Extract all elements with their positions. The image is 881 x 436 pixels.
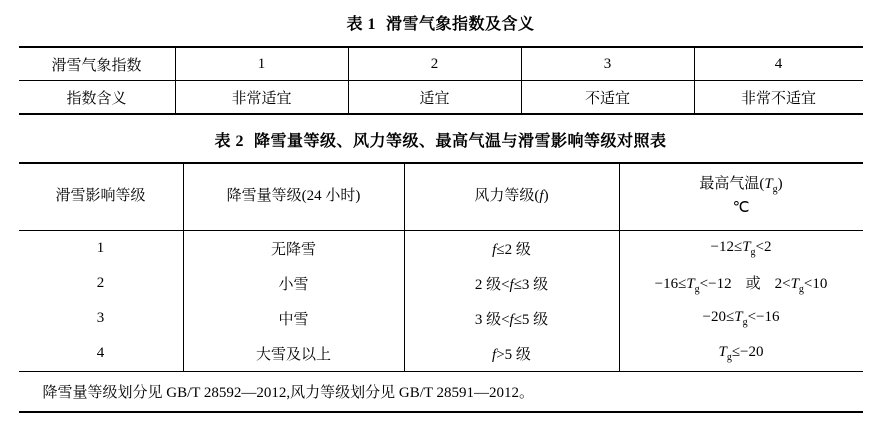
temp-header-unit: ℃: [732, 199, 750, 216]
table2-header-max-temperature: [619, 163, 863, 231]
wind-post: >5 级: [496, 347, 531, 363]
wind-post: ≤3 级: [513, 277, 549, 293]
temp-header-symbol: T: [764, 176, 773, 193]
table2-row2-level: 3: [19, 301, 184, 336]
temp-header-pre: 最高气温(: [699, 176, 765, 193]
wind-post: ≤2 级: [496, 242, 531, 258]
table2-row0-snowfall: 无降雪: [183, 231, 404, 267]
temp-header-post: ): [777, 176, 783, 193]
table1-row0-cell1: 2: [348, 47, 521, 81]
table2-row1-snowfall: 小雪: [183, 266, 404, 301]
temp-header-subscript: g: [772, 184, 778, 196]
table1-row0-cell0: 1: [175, 47, 348, 81]
table2-caption: [0, 115, 881, 151]
table2-note: 降雪量等级划分见 GB/T 28592—2012,风力等级划分见 GB/T 28591—2012。: [19, 372, 863, 413]
table2-row3-temperature: $T_g\le-20$: [619, 336, 863, 372]
wind-header-post: ): [543, 188, 549, 205]
table2-header-impact-level: 滑雪影响等级: [19, 163, 184, 231]
table1-row1-header: 指数含义: [19, 81, 176, 115]
table2-note-row: [19, 372, 863, 413]
table2-row1-temperature: $-16\le T_g<-12$ 或 $2<T_g<10$: [619, 266, 863, 301]
table2-caption-number: 表 2: [214, 133, 244, 150]
table1-caption-title: 滑雪气象指数及含义: [386, 16, 535, 33]
table2-row2-snowfall: 中雪: [183, 301, 404, 336]
table2-row0-level: 1: [19, 231, 184, 267]
table-impact-level-comparison: [19, 162, 863, 413]
table1-row0-header: 滑雪气象指数: [19, 47, 176, 81]
wind-post: ≤5 级: [513, 312, 549, 328]
table2-header-snowfall-level: 降雪量等级(24 小时): [183, 163, 404, 231]
table-row: [19, 266, 863, 301]
wind-header-symbol: f: [539, 188, 544, 205]
table2-row2-temperature: $-20\le T_g<-16$: [619, 301, 863, 336]
table1-caption: [0, 0, 881, 34]
table2-row0-wind: [404, 231, 619, 267]
table-row: [19, 231, 863, 267]
table1-row0-cell2: 3: [521, 47, 694, 81]
table1-row1-cell3: 非常不适宜: [694, 81, 863, 115]
wind-pre: 2 级<: [474, 277, 510, 293]
table1-row1-cell2: 不适宜: [521, 81, 694, 115]
table2-row3-snowfall: 大雪及以上: [183, 336, 404, 372]
table2-row3-wind: [404, 336, 619, 372]
table-row: [19, 81, 863, 115]
table2-row3-level: 4: [19, 336, 184, 372]
table-row: [19, 47, 863, 81]
table2-row1-level: 2: [19, 266, 184, 301]
table2-caption-title: 降雪量等级、风力等级、最高气温与滑雪影响等级对照表: [254, 133, 667, 150]
wind-symbol: f: [492, 242, 497, 258]
table-row: [19, 336, 863, 372]
table2-header-row: [19, 163, 863, 231]
table2-header-wind-level: [404, 163, 619, 231]
table-skiing-weather-index: [19, 46, 863, 115]
table1-row1-cell1: 适宜: [348, 81, 521, 115]
wind-symbol: f: [492, 347, 497, 363]
wind-symbol: f: [509, 312, 514, 328]
table1-row1-cell0: 非常适宜: [175, 81, 348, 115]
wind-header-pre: 风力等级(: [474, 188, 540, 205]
wind-symbol: f: [509, 277, 514, 293]
table-row: [19, 301, 863, 336]
table1-caption-number: 表 1: [346, 16, 376, 33]
table1-row0-cell3: 4: [694, 47, 863, 81]
table2-row0-temperature: $-12\le T_g<2$: [619, 231, 863, 267]
temp-header-line1: [699, 176, 783, 196]
table2-row2-wind: [404, 301, 619, 336]
wind-pre: 3 级<: [474, 312, 510, 328]
table2-row1-wind: [404, 266, 619, 301]
